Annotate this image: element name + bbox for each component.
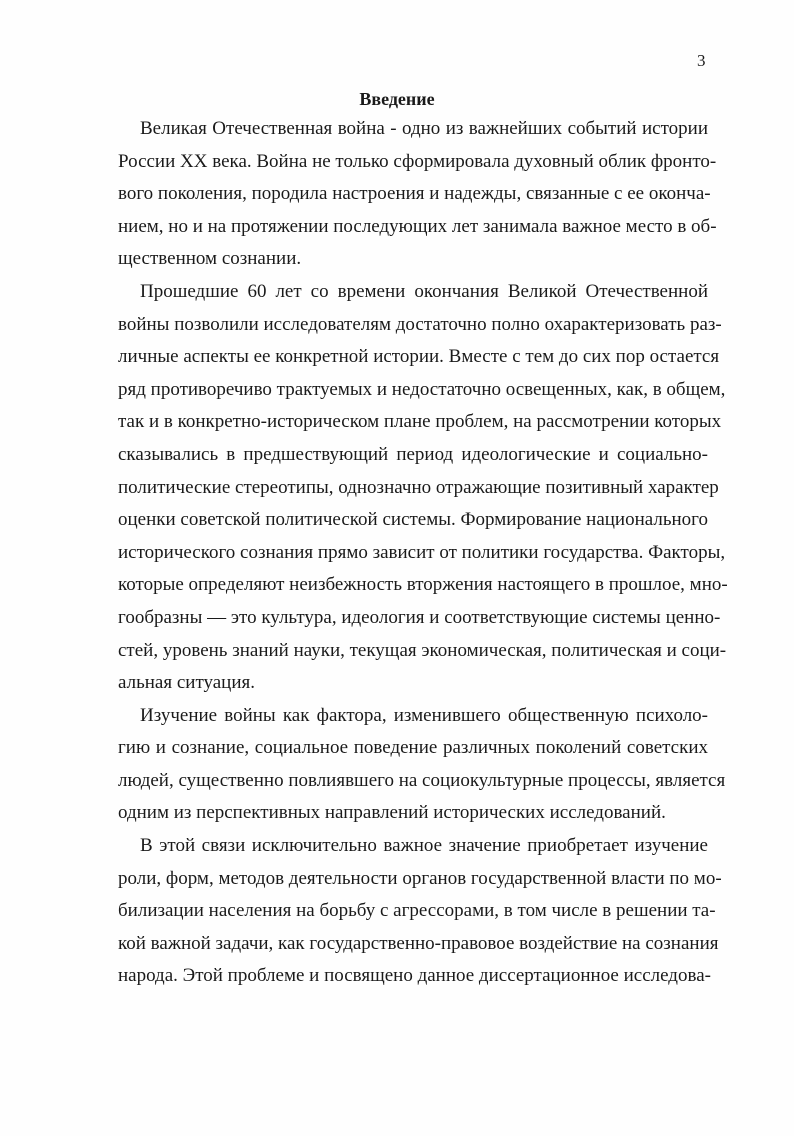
- text-line: гию и сознание, социальное поведение различных поколений советских: [118, 737, 708, 759]
- paragraph: [118, 830, 722, 993]
- text-line: исторического сознания прямо зависит от политики государства. Факторы,: [118, 541, 726, 563]
- body-text: [118, 113, 728, 993]
- text-line: стей, уровень знаний науки, текущая экономическая, политическая и соци-: [118, 639, 727, 661]
- text-line: одним из перспективных направлений исторических исследований.: [118, 802, 666, 824]
- text-line: сказывались в предшествующий период идеологические и социально-: [118, 443, 708, 465]
- text-line: кой важной задачи, как государственно-правовое воздействие на сознания: [118, 932, 719, 954]
- text-line: роли, форм, методов деятельности органов государственной власти по мо-: [118, 867, 722, 889]
- text-line: России XX века. Война не только сформировала духовный облик фронто-: [118, 150, 717, 172]
- text-line: нием, но и на протяжении последующих лет занимала важное место в об-: [118, 215, 717, 237]
- text-line: народа. Этой проблеме и посвящено данное диссертационное исследова-: [118, 965, 711, 987]
- text-line: альная ситуация.: [118, 672, 255, 694]
- text-line: ряд противоречиво трактуемых и недостаточно освещенных, как, в общем,: [118, 378, 726, 400]
- text-line: Прошедшие 60 лет со времени окончания Великой Отечественной: [140, 280, 708, 302]
- text-line: билизации населения на борьбу с агрессорами, в том числе в решении та-: [118, 900, 716, 922]
- text-line: политические стереотипы, однозначно отражающие позитивный характер: [118, 476, 719, 498]
- paragraph: [118, 276, 728, 700]
- text-line: щественном сознании.: [118, 248, 302, 270]
- section-title: Введение: [359, 89, 435, 109]
- text-line: гообразны — это культура, идеология и соответствующие системы ценно-: [118, 606, 721, 628]
- text-line: оценки советской политической системы. Формирование национального: [118, 509, 708, 531]
- page-number: 3: [697, 51, 706, 70]
- text-line: личные аспекты ее конкретной истории. Вместе с тем до сих пор остается: [118, 346, 720, 368]
- paragraph: [118, 700, 726, 830]
- text-line: которые определяют неизбежность вторжения настоящего в прошлое, мно-: [118, 574, 728, 596]
- text-line: Великая Отечественная война - одно из важнейших событий истории: [140, 118, 708, 139]
- text-line: так и в конкретно-историческом плане проблем, на рассмотрении которых: [118, 411, 722, 433]
- text-line: вого поколения, породила настроения и надежды, связанные с ее оконча-: [118, 183, 711, 205]
- text-line: В этой связи исключительно важное значение приобретает изучение: [140, 835, 708, 857]
- paragraph: [118, 113, 717, 276]
- text-line: людей, существенно повлиявшего на социокультурные процессы, является: [118, 769, 726, 791]
- text-line: Изучение войны как фактора, изменившего общественную психоло-: [140, 704, 708, 726]
- text-line: войны позволили исследователям достаточно полно охарактеризовать раз-: [118, 313, 722, 335]
